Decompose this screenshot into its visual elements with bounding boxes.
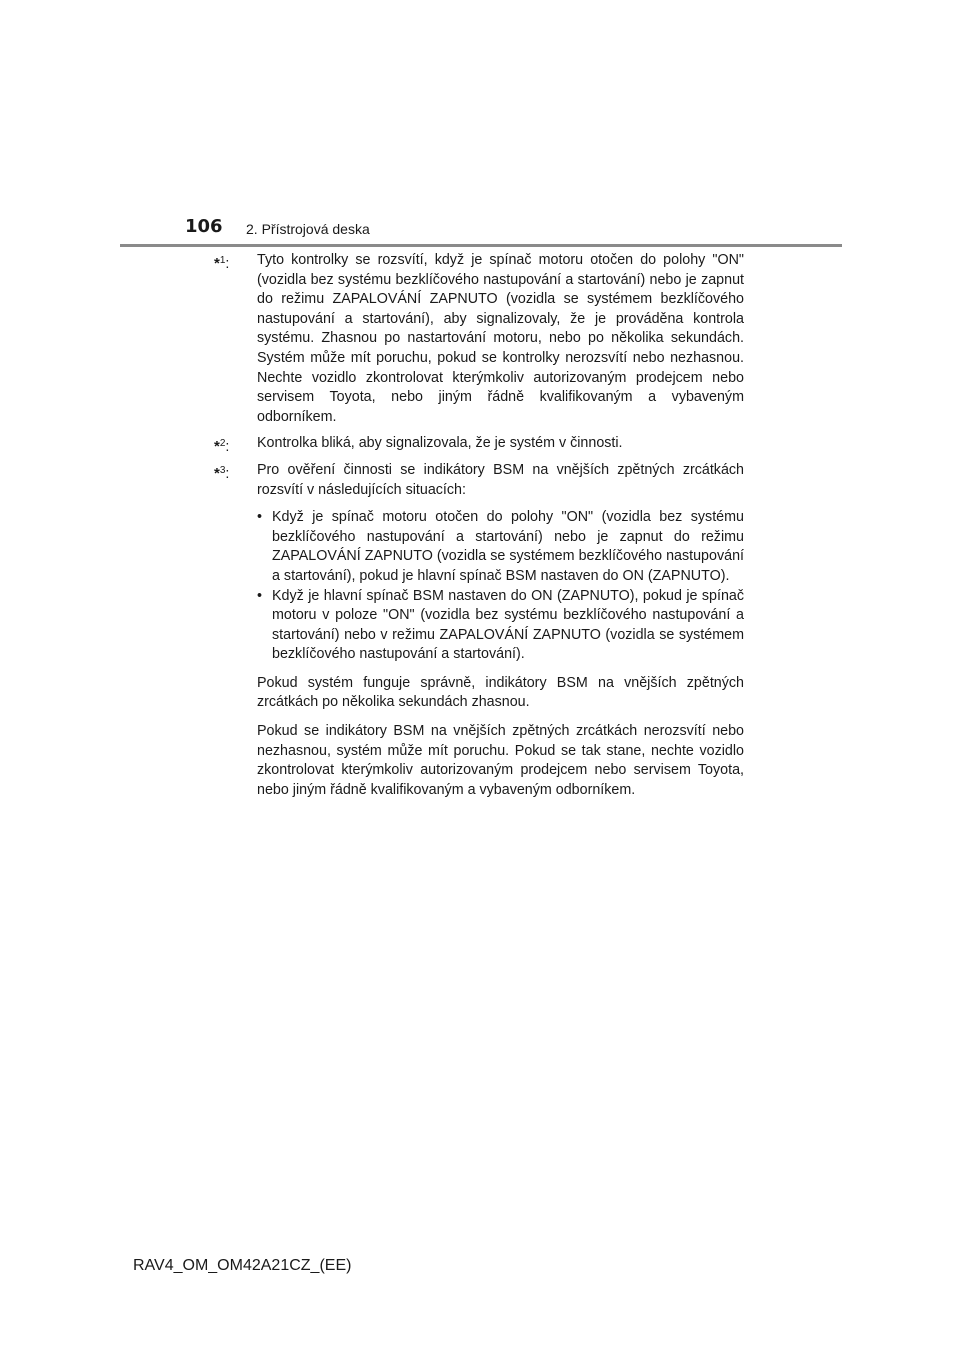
page-content xyxy=(214,251,744,807)
section-title: 2. Přístrojová deska xyxy=(246,221,370,237)
footnote-2 xyxy=(214,434,744,454)
footnote-marker: *$^2$: xyxy=(214,438,230,456)
footnote-body xyxy=(257,461,744,801)
list-item: • Když je spínač motoru otočen do polohy "ON" (vozidla bez systému bezklíčového nastupování a startování) nebo je zapnut do režimu ZAPALOVÁNÍ ZAPNUTO (vozidla se systémem bezklíčového nastupování a startování), pokud je hlavní spínač BSM nastaven do ON (ZAPNUTO). xyxy=(257,508,744,586)
page-number: 106 xyxy=(185,216,223,237)
paragraph: Pokud se indikátory BSM na vnějších zpětných zrcátkách nerozsvítí nebo nezhasnou, systém může mít poruchu. Pokud se tak stane, nechte vozidlo zkontrolovat kterýmkoliv autorizovaným prodejcem nebo servisem Toyota, nebo jiným řádně kvalifikovaným a vybaveným odborníkem. xyxy=(257,723,744,798)
paragraph: Pokud systém funguje správně, indikátory BSM na vnějších zpětných zrcátkách po několika sekundách zhasnou. xyxy=(257,674,744,711)
footnote-text: Kontrolka bliká, aby signalizovala, že je systém v činnosti. xyxy=(257,435,623,452)
footnote-1 xyxy=(214,251,744,427)
footnote-marker: *$^3$: xyxy=(214,464,230,482)
footnote-text: Pro ověření činnosti se indikátory BSM na vnějších zpětných zrcátkách rozsvítí v následujících situacích: xyxy=(257,461,744,498)
footnote-3 xyxy=(214,461,744,801)
footnote-text: Tyto kontrolky se rozsvítí, když je spínač motoru otočen do polohy "ON" (vozidla bez systému bezklíčového nastupování a startování) nebo je zapnut do režimu ZAPALOVÁNÍ ZAPNUTO (vozidla se systémem bezklíčového nastupování a startování), aby signalizovaly, že je prováděna kontrola systému. Zhasnou po nastartování motoru, nebo po několika sekundách. Systém může mít poruchu, pokud se kontrolky nerozsvítí nebo nezhasnou. Nechte vozidlo zkontrolovat kterýmkoliv autorizovaným prodejcem nebo servisem Toyota, nebo jiným řádně kvalifikovaným a vybaveným odborníkem. xyxy=(257,252,744,425)
list-item: • Když je hlavní spínač BSM nastaven do ON (ZAPNUTO), pokud je spínač motoru v poloze "ON" (vozidla bez systému bezklíčového nastupování a startování) nebo v režimu ZAPALOVÁNÍ ZAPNUTO (vozidla se systémem bezklíčového nastupování a startování). xyxy=(257,587,744,665)
header-divider xyxy=(120,244,842,247)
footnote-marker: *$^1$: xyxy=(214,255,230,272)
document-code: RAV4_OM_OM42A21CZ_(EE) xyxy=(133,1257,352,1274)
situation-list xyxy=(257,508,744,665)
